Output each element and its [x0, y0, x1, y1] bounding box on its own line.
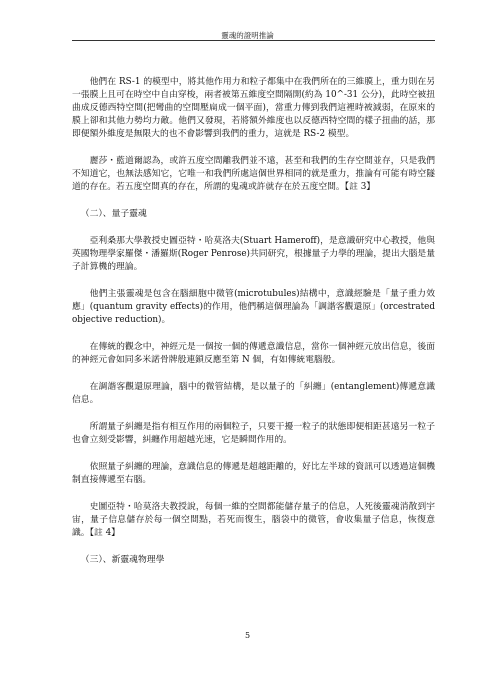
paragraph-microtubules: 他們主張靈魂是包含在腦細胞中微管(microtubules)結構中，意識經驗是「量子重力效應」(quantum gravity effects)的作用，他們稱這個理論為「調諧客觀還原」(orcestrated objective reduction)。	[72, 289, 435, 325]
paragraph-rs-model: 他們在 RS-1 的模型中，將其他作用力和粒子都集中在我們所在的三維膜上，重力則在另一張膜上且可在時空中自由穿梭，兩者被第五維度空間隔開(約為 10^-31 公分)，此時空被扭曲成反德西特空間(把彎曲的空間壓扁成一個平面)，當重力傳到我們這裡時被減弱，在原來的膜上卻和其他力勢均力敵。他們又發現，若將額外維度也以反德西特空間的樣子扭曲的話，那即便額外維度是無限大的也不會影響到我們的重力，這就是 RS-2 模型。	[72, 77, 435, 139]
paragraph-quantum-information: 史圖亞特・哈莫洛夫教授說，每個一維的空間都能儲存量子的信息，人死後靈魂消散到宇宙，量子信息儲存於每一個空間點，若死而復生，腦袋中的微管，會收集量子信息，恢復意識。【註 4】	[72, 502, 435, 538]
section-heading-quantum-soul: （二）、量子靈魂	[80, 209, 147, 219]
paragraph-entanglement-transfer: 在調諧客觀還原理論，腦中的微管結構，是以量子的「糾纏」(entanglement)傳遞意識信息。	[72, 382, 435, 405]
header-rule	[72, 40, 435, 41]
paragraph-neurons: 在傳統的觀念中，神經元是一個按一個的傳遞意識信息，當你一個神經元放出信息，後面的神經元會如同多米諾骨牌般連鎖反應至第 N 個，有如傳統電腦般。	[72, 342, 435, 365]
paragraph-hameroff: 亞利桑那大學教授史圖亞特・哈莫洛夫(Stuart Hameroff)，是意識研究中心教授，他與英國物理學家羅傑・潘羅斯(Roger Penrose)共同研究，根據量子力學的理論，提出大腦是量子計算機的理論。	[72, 236, 435, 272]
running-header: 靈魂的證明推論	[221, 31, 274, 40]
paragraph-distance: 依照量子糾纏的理論，意識信息的傳遞是超越距離的，好比左半球的資訊可以透過這個機制直接傳遞至右腦。	[72, 462, 435, 485]
body-text	[72, 76, 435, 581]
page-number: 5	[244, 631, 251, 640]
paragraph-entanglement-definition: 所謂量子糾纏是指有相互作用的兩個粒子，只要干擾一粒子的狀態即便相距甚遠另一粒子也會立刻受影響，糾纏作用超越光速，它是瞬間作用的。	[72, 422, 435, 445]
section-heading-new-soul-physics: （三）、新靈魂物理學	[80, 555, 165, 565]
paragraph-lisa-randall: 麗莎・藍道爾認為，或許五度空間離我們並不遠，甚至和我們的生存空間並存，只是我們不知道它，也無法感知它，它唯一和我們所處這個世界相同的就是重力，推論有可能有時空隧道的存在。若五度空間真的存在，所謂的鬼魂或許就存在於五度空間。【註 3】	[72, 156, 435, 192]
